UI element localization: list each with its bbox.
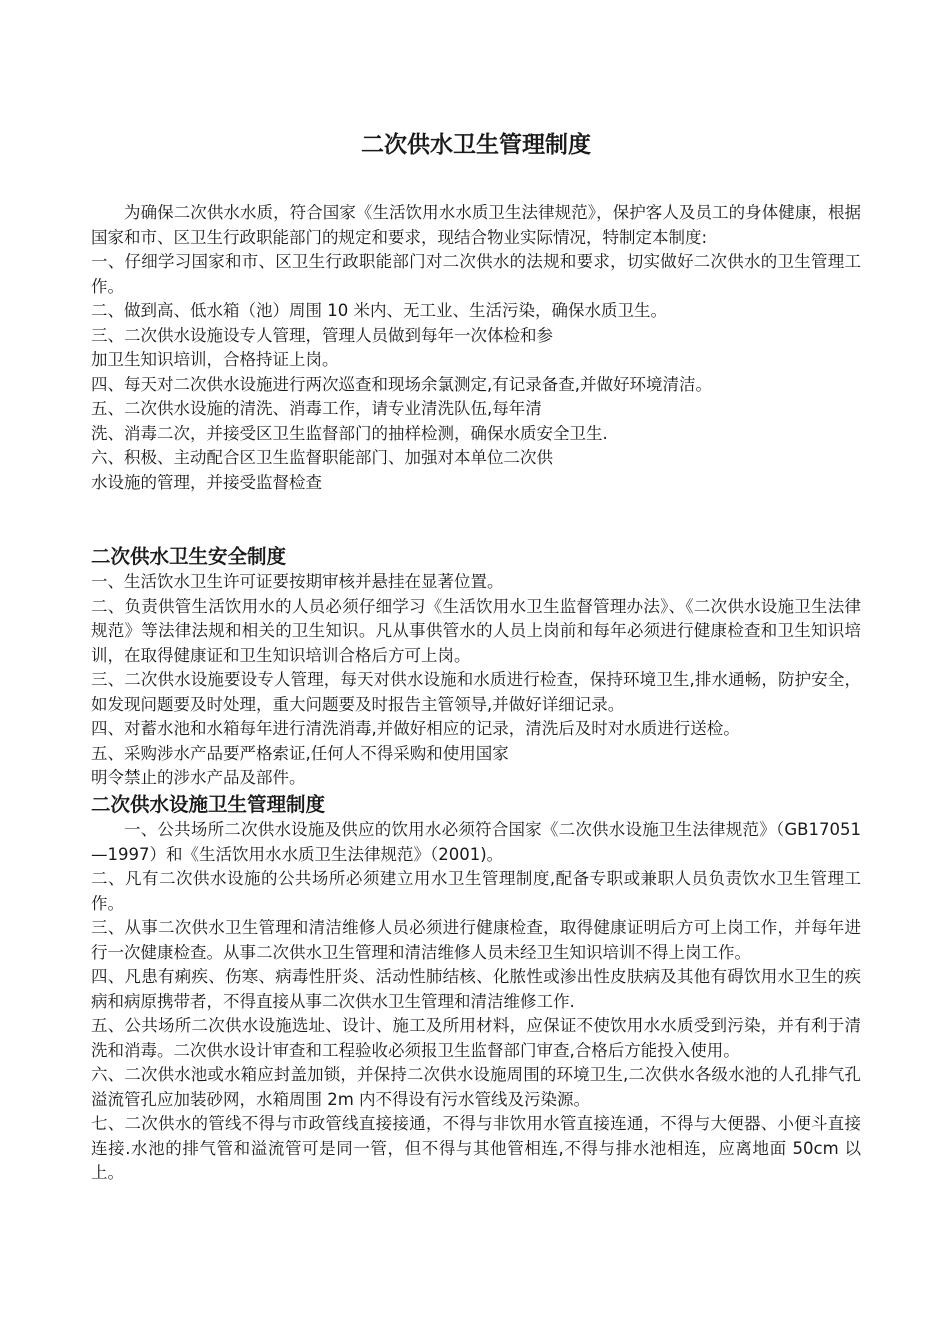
rule-item: 明令禁止的涉水产品及部件。 — [91, 768, 306, 787]
section-heading: 二次供水卫生安全制度 — [91, 545, 287, 568]
rule-item: 四、每天对二次供水设施进行两次巡查和现场余氯测定,有记录备查,并做好环境清洁。 — [91, 374, 712, 394]
rule-item: 五、公共场所二次供水设施选址、设计、施工及所用材料，应保证不使饮用水水质受到污染，并有利于清洗和消毒。二次供水设计审查和工程验收必须报卫生监督部门审查,合格后方能投入使用。 — [91, 1016, 861, 1060]
rule-item: 一、生活饮水卫生许可证要按期审核并悬挂在显著位置。 — [91, 572, 504, 591]
section-management-rules — [91, 201, 861, 495]
rule-item: 六、二次供水池或水箱应封盖加锁，并保持二次供水设施周围的环境卫生,二次供水各级水池的人孔排气孔溢流管孔应加装砂网，水箱周围 2m 内不得设有污水管线及污染源。 — [91, 1065, 861, 1109]
intro-paragraph: 为确保二次供水水质，符合国家《生活饮用水水质卫生法律规范》，保护客人及员工的身体健康，根据国家和市、区卫生行政职能部门的规定和要求，现结合物业实际情况，特制定本制度: — [91, 203, 861, 247]
rule-item: 四、对蓄水池和水箱每年进行清洗消毒,并做好相应的记录，清洗后及时对水质进行送检。 — [91, 719, 740, 738]
rule-item: 二、凡有二次供水设施的公共场所必须建立用水卫生管理制度,配备专职或兼职人员负责饮水卫生管理工作。 — [91, 869, 861, 913]
rule-item: 一、公共场所二次供水设施及供应的饮用水必须符合国家《二次供水设施卫生法律规范》（GB17051—1997）和《生活饮用水水质卫生法律规范》（2001)。 — [91, 820, 861, 864]
rule-item: 七、二次供水的管线不得与市政管线直接接通，不得与非饮用水管直接连通，不得与大便器、小便斗直接连接.水池的排气管和溢流管可是同一管，但不得与其他管相连,不得与排水池相连，应离地面 50cm 以上。 — [91, 1114, 861, 1182]
rule-item: 三、二次供水设施设专人管理，管理人员做到每年一次体检和参 — [91, 325, 553, 345]
section-heading: 二次供水设施卫生管理制度 — [91, 793, 326, 816]
rule-item: 五、采购涉水产品要严格索证,任何人不得采购和使用国家 — [91, 743, 509, 763]
rule-item: 一、仔细学习国家和市、区卫生行政职能部门对二次供水的法规和要求，切实做好二次供水的卫生管理工作。 — [91, 252, 861, 296]
rule-item: 洗、消毒二次，并接受区卫生监督部门的抽样检测，确保水质安全卫生. — [91, 423, 608, 443]
document-title: 二次供水卫生管理制度 — [361, 132, 591, 158]
rule-item: 三、从事二次供水卫生管理和清洁维修人员必须进行健康检查，取得健康证明后方可上岗工作，并每年进行一次健康检查。从事二次供水卫生管理和清洁维修人员未经卫生知识培训不得上岗工作。 — [91, 918, 861, 962]
section-safety-rules — [91, 544, 861, 791]
rule-item: 二、负责供管生活饮用水的人员必须仔细学习《生活饮用水卫生监督管理办法》、《二次供水设施卫生法律规范》等法律法规和相关的卫生知识。凡从事供管水的人员上岗前和每年必须进行健康检查和卫生知识培训，在取得健康证和卫生知识培训合格后方可上岗。 — [91, 596, 861, 665]
rule-item: 四、凡患有痢疾、伤寒、病毒性肝炎、活动性肺结核、化脓性或渗出性皮肤病及其他有碍饮用水卫生的疾病和病原携带者，不得直接从事二次供水卫生管理和清洁维修工作. — [91, 967, 861, 1011]
section-facility-rules — [91, 792, 861, 1186]
rule-item: 五、二次供水设施的清洗、消毒工作，请专业清洗队伍,每年清 — [91, 399, 542, 418]
rule-item: 加卫生知识培训，合格持证上岗。 — [91, 350, 339, 369]
rule-item: 二、做到高、低水箱（池）周围 10 米内、无工业、生活污染，确保水质卫生。 — [91, 301, 667, 320]
rule-item: 水设施的管理，并接受监督检查 — [91, 472, 322, 492]
rule-item: 三、二次供水设施要设专人管理，每天对供水设施和水质进行检查，保持环境卫生,排水通畅，防护安全，如发现问题要及时处理，重大问题要及时报告主管领导,并做好详细记录。 — [91, 670, 861, 714]
rule-item: 六、积极、主动配合区卫生监督职能部门、加强对本单位二次供 — [91, 448, 553, 467]
